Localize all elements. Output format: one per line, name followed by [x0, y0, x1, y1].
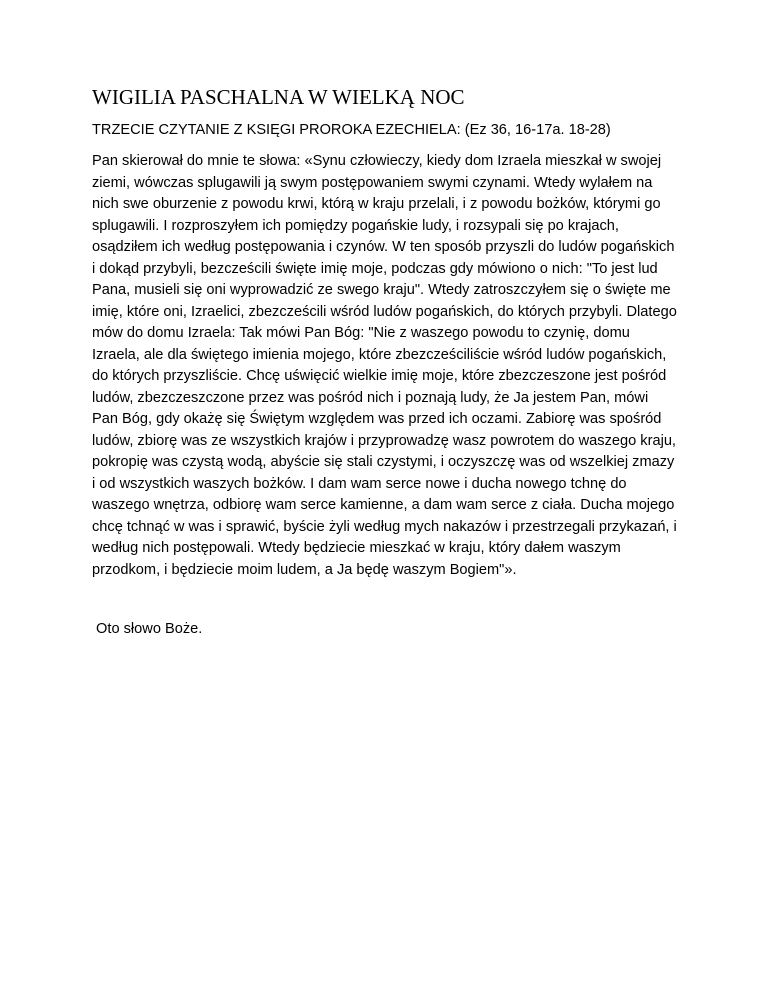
- closing-acclamation: Oto słowo Boże.: [92, 621, 203, 637]
- reading-text: Pan skierował do mnie te słowa: «Synu człowieczy, kiedy dom Izraela mieszkał w swojej ziemi, wówczas splugawili ją swym postępowaniem swymi czynami. Wtedy wylałem na nich swe oburzenie z powodu krwi, którą w kraju przelali, i z powodu bożków, którymi go splugawili. I rozproszyłem ich pomiędzy pogańskie ludy, i rozsypali się po krajach, osądziłem ich według postępowania i czynów. W ten sposób przyszli do ludów pogańskich i dokąd przybyli, bezcześcili święte imię moje, podczas gdy mówiono o nich: "To jest lud Pana, musieli się oni wyprowadzić ze swego kraju". Wtedy zatroszczyłem się o święte me imię, które oni, Izraelici, zbezcześcili wśród ludów pogańskich, do których przybyli. Dlatego mów do domu Izraela: Tak mówi Pan Bóg: "Nie z waszego powodu to czynię, domu Izraela, ale dla świętego imienia mojego, które zbezcześciliście wśród ludów pogańskich, do których przyszliście. Chcę uświęcić wielkie imię moje, które zbezczeszone jest pośród ludów, zbezczeszczone przez was pośród nich i poznają ludy, że Ja jestem Pan, mówi Pan Bóg, gdy okażę się Świętym względem was przed ich oczami. Zabiorę was spośród ludów, zbiorę was ze wszystkich krajów i przyprowadzę wasz powrotem do waszego kraju, pokropię was czystą wodą, abyście się stali czystymi, i oczyszczę was od wszelkiej zmazy i od wszystkich waszych bożków. I dam wam serce nowe i ducha nowego tchnę do waszego wnętrza, odbiorę wam serce kamienne, a dam wam serce z ciała. Ducha mojego chcę tchnąć w was i sprawić, byście żyli według mych nakazów i przestrzegali przykazań, i według nich postępowali. Wtedy będziecie mieszkać w kraju, który dałem waszym przodkom, i będziecie moim ludem, a Ja będę waszym Bogiem"».: [92, 153, 677, 578]
- document-title: WIGILIA PASCHALNA W WIELKĄ NOC: [92, 85, 465, 109]
- reading-heading: TRZECIE CZYTANIE Z KSIĘGI PROROKA EZECHIELA: (Ez 36, 16-17a. 18-28): [92, 122, 611, 138]
